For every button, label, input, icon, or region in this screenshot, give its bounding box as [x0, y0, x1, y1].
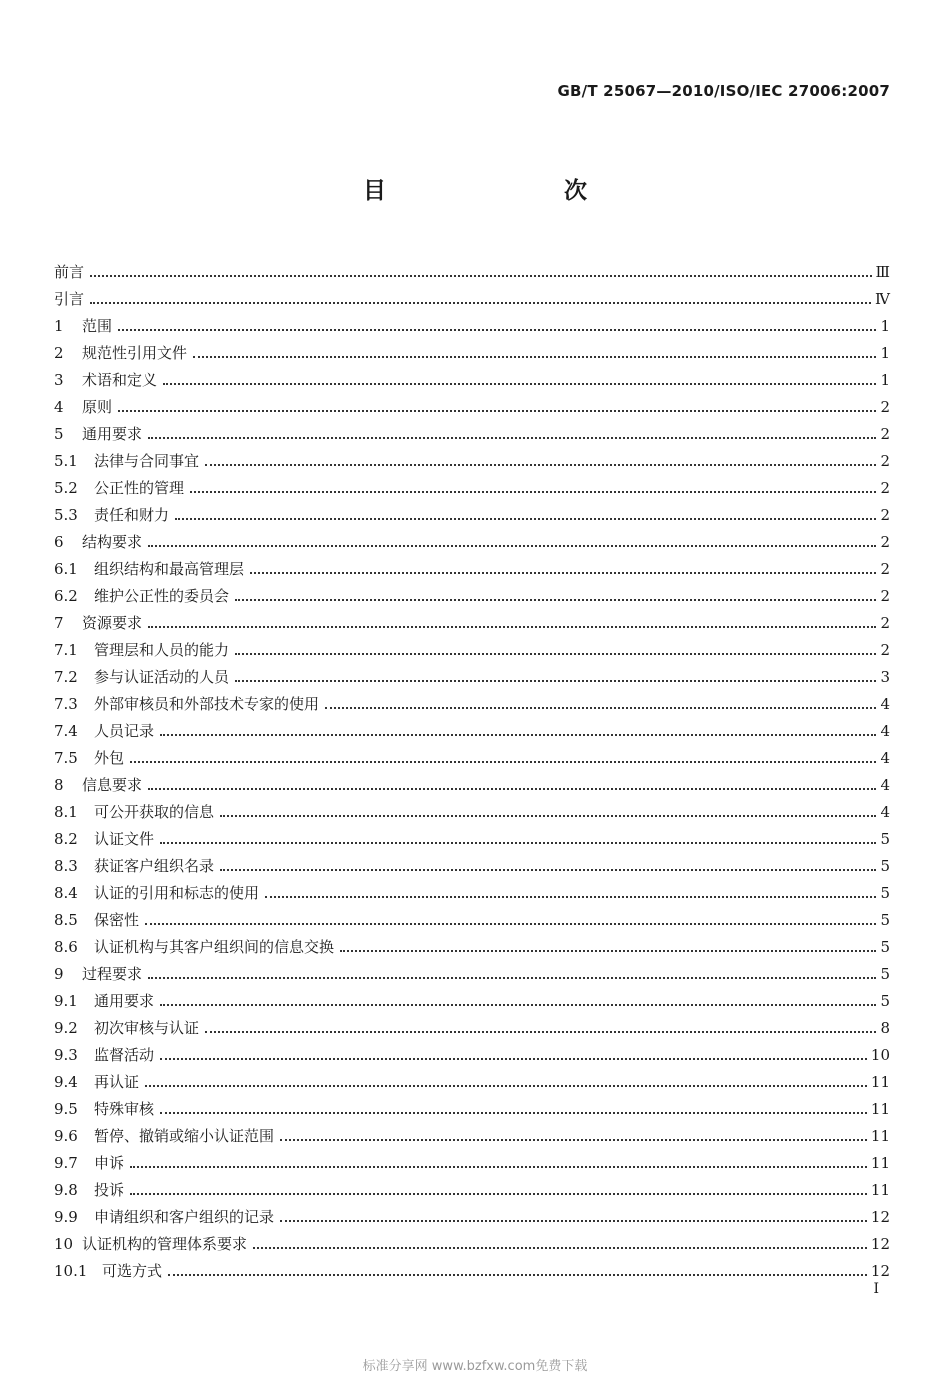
toc-leader-dots: [280, 1219, 867, 1222]
toc-entry-number: 9.4: [54, 1073, 78, 1091]
toc-entry-page: 3: [880, 668, 890, 686]
toc-entry: [54, 1012, 890, 1039]
toc-entry-label: 认证机构的管理体系要求: [82, 1235, 248, 1253]
toc-leader-dots: [90, 301, 871, 304]
toc-leader-dots: [205, 463, 876, 466]
toc-entry-page: 4: [880, 776, 890, 794]
toc-entry-number: 9.3: [54, 1046, 78, 1064]
toc-entry: [54, 256, 890, 283]
toc-leader-dots: [90, 274, 872, 277]
toc-entry: [54, 1147, 890, 1174]
toc-entry: [54, 661, 890, 688]
toc-entry-page: 2: [880, 479, 890, 497]
toc-entry: [54, 715, 890, 742]
toc-entry: [54, 1201, 890, 1228]
toc-entry: [54, 472, 890, 499]
toc-entry-page: Ⅳ: [875, 290, 890, 308]
toc-entry-page: 1: [880, 371, 890, 389]
toc-entry: [54, 904, 890, 931]
toc-entry-label: 投诉: [94, 1181, 125, 1199]
toc-leader-dots: [250, 571, 876, 574]
toc-entry: [54, 310, 890, 337]
toc-leader-dots: [163, 382, 876, 385]
toc-entry-number: 9.1: [54, 992, 78, 1010]
watermark: 标准分享网 www.bzfxw.com免费下载: [362, 1359, 588, 1374]
toc-entry-page: 5: [880, 965, 890, 983]
toc-entry-page: 12: [870, 1208, 890, 1226]
toc-entry: [54, 1120, 890, 1147]
toc-leader-dots: [148, 787, 876, 790]
toc-leader-dots: [130, 760, 876, 763]
toc-entry-label: 管理层和人员的能力: [94, 641, 230, 659]
toc-entry-label: 信息要求: [82, 776, 143, 794]
toc-entry-label: 可公开获取的信息: [94, 803, 215, 821]
page-number: I: [873, 1281, 879, 1297]
toc-entry: [54, 418, 890, 445]
toc-entry-page: 5: [880, 911, 890, 929]
toc-entry: [54, 553, 890, 580]
toc-entry-label: 公正性的管理: [94, 479, 185, 497]
toc-leader-dots: [175, 517, 876, 520]
toc-entry-label: 获证客户组织名录: [94, 857, 215, 875]
toc-leader-dots: [118, 328, 876, 331]
toc-entry-label: 通用要求: [94, 992, 155, 1010]
toc-entry-number: 3: [54, 371, 64, 389]
toc-entry-page: 5: [880, 884, 890, 902]
toc-leader-dots: [235, 679, 876, 682]
toc-entry-number: 7.2: [54, 668, 78, 686]
toc-leader-dots: [235, 652, 876, 655]
toc-entry-page: 2: [880, 452, 890, 470]
toc-leader-dots: [220, 814, 876, 817]
toc-entry: [54, 769, 890, 796]
toc-entry-label: 责任和财力: [94, 506, 170, 524]
toc-entry-label: 认证文件: [94, 830, 155, 848]
toc-entry: [54, 607, 890, 634]
toc-entry-page: 2: [880, 398, 890, 416]
toc-leader-dots: [145, 1084, 867, 1087]
toc-leader-dots: [130, 1165, 867, 1168]
standard-code: GB/T 25067—2010/ISO/IEC 27006:2007: [557, 82, 890, 100]
toc-leader-dots: [160, 841, 876, 844]
toc-leader-dots: [340, 949, 876, 952]
toc-entry: [54, 985, 890, 1012]
toc-entry-number: 5.3: [54, 506, 78, 524]
toc-entry-label: 申诉: [94, 1154, 125, 1172]
toc-entry: [54, 364, 890, 391]
toc-entry-number: 7.4: [54, 722, 78, 740]
toc-entry-label: 资源要求: [82, 614, 143, 632]
toc-entry-label: 通用要求: [82, 425, 143, 443]
toc-entry-label: 原则: [82, 398, 113, 416]
toc-entry-label: 初次审核与认证: [94, 1019, 200, 1037]
toc-entry-label: 外包: [94, 749, 125, 767]
table-of-contents: [54, 256, 890, 1282]
toc-entry-label: 参与认证活动的人员: [94, 668, 230, 686]
toc-entry-page: 2: [880, 560, 890, 578]
toc-entry-label: 监督活动: [94, 1046, 155, 1064]
toc-entry-number: 8.1: [54, 803, 78, 821]
toc-entry: [54, 580, 890, 607]
toc-entry-number: 6.1: [54, 560, 78, 578]
toc-entry-label: 引言: [54, 290, 85, 308]
toc-entry-page: 2: [880, 533, 890, 551]
toc-entry-page: 5: [880, 938, 890, 956]
toc-entry-number: 10.1: [54, 1262, 88, 1280]
toc-leader-dots: [168, 1273, 867, 1276]
toc-entry: [54, 1255, 890, 1282]
toc-entry-label: 外部审核员和外部技术专家的使用: [94, 695, 320, 713]
toc-leader-dots: [145, 922, 876, 925]
toc-entry-number: 9.5: [54, 1100, 78, 1118]
toc-entry: [54, 742, 890, 769]
toc-entry: [54, 1039, 890, 1066]
toc-entry-page: 12: [870, 1235, 890, 1253]
toc-leader-dots: [148, 436, 876, 439]
toc-entry-page: 4: [880, 803, 890, 821]
toc-entry: [54, 1228, 890, 1255]
toc-entry-page: 2: [880, 506, 890, 524]
page-title: 目 次: [363, 178, 631, 204]
toc-entry-label: 认证机构与其客户组织间的信息交换: [94, 938, 335, 956]
toc-leader-dots: [220, 868, 876, 871]
toc-entry-page: 5: [880, 830, 890, 848]
toc-entry-label: 法律与合同事宜: [94, 452, 200, 470]
toc-leader-dots: [205, 1030, 876, 1033]
toc-entry: [54, 958, 890, 985]
toc-leader-dots: [160, 1003, 876, 1006]
toc-entry-number: 1: [54, 317, 64, 335]
toc-entry-label: 维护公正性的委员会: [94, 587, 230, 605]
toc-entry-page: 2: [880, 587, 890, 605]
toc-leader-dots: [253, 1246, 867, 1249]
toc-entry: [54, 877, 890, 904]
toc-entry-page: 11: [870, 1073, 890, 1091]
toc-entry: [54, 634, 890, 661]
toc-entry-page: 11: [870, 1181, 890, 1199]
toc-entry-number: 7.1: [54, 641, 78, 659]
toc-entry-page: 11: [870, 1127, 890, 1145]
toc-entry: [54, 1093, 890, 1120]
toc-entry: [54, 850, 890, 877]
toc-entry-page: 2: [880, 425, 890, 443]
toc-leader-dots: [118, 409, 876, 412]
toc-entry: [54, 445, 890, 472]
toc-entry-number: 8.3: [54, 857, 78, 875]
toc-entry: [54, 391, 890, 418]
toc-entry-page: 4: [880, 695, 890, 713]
toc-leader-dots: [193, 355, 876, 358]
toc-entry-number: 8.2: [54, 830, 78, 848]
toc-entry-label: 术语和定义: [82, 371, 158, 389]
toc-leader-dots: [280, 1138, 867, 1141]
toc-entry-number: 9.2: [54, 1019, 78, 1037]
toc-entry: [54, 337, 890, 364]
toc-entry-number: 7: [54, 614, 64, 632]
toc-entry-number: 9.7: [54, 1154, 78, 1172]
toc-entry-label: 结构要求: [82, 533, 143, 551]
toc-entry-number: 4: [54, 398, 64, 416]
toc-entry-page: 2: [880, 641, 890, 659]
toc-entry-page: 5: [880, 992, 890, 1010]
toc-entry-number: 9: [54, 965, 64, 983]
toc-leader-dots: [235, 598, 876, 601]
toc-entry-number: 7.5: [54, 749, 78, 767]
toc-entry: [54, 283, 890, 310]
toc-entry-number: 2: [54, 344, 64, 362]
toc-entry-number: 9.9: [54, 1208, 78, 1226]
toc-entry-page: 1: [880, 317, 890, 335]
toc-entry-number: 5: [54, 425, 64, 443]
toc-leader-dots: [130, 1192, 867, 1195]
toc-leader-dots: [325, 706, 876, 709]
toc-entry-number: 5.2: [54, 479, 78, 497]
toc-entry-label: 人员记录: [94, 722, 155, 740]
toc-entry-page: 8: [880, 1019, 890, 1037]
toc-entry-page: 11: [870, 1154, 890, 1172]
toc-entry: [54, 526, 890, 553]
toc-entry-label: 可选方式: [102, 1262, 163, 1280]
toc-entry-number: 8.6: [54, 938, 78, 956]
toc-leader-dots: [148, 976, 876, 979]
toc-entry: [54, 1066, 890, 1093]
toc-entry-page: 2: [880, 614, 890, 632]
toc-leader-dots: [160, 1111, 867, 1114]
toc-entry-page: 4: [880, 749, 890, 767]
toc-entry: [54, 1174, 890, 1201]
toc-entry-label: 再认证: [94, 1073, 140, 1091]
toc-entry-label: 过程要求: [82, 965, 143, 983]
toc-entry: [54, 499, 890, 526]
toc-entry-number: 9.6: [54, 1127, 78, 1145]
toc-leader-dots: [265, 895, 876, 898]
toc-entry-label: 规范性引用文件: [82, 344, 188, 362]
toc-entry: [54, 823, 890, 850]
toc-entry-label: 申请组织和客户组织的记录: [94, 1208, 275, 1226]
toc-leader-dots: [148, 544, 876, 547]
toc-entry: [54, 931, 890, 958]
toc-entry-number: 9.8: [54, 1181, 78, 1199]
toc-entry-label: 组织结构和最高管理层: [94, 560, 245, 578]
toc-entry-number: 8.4: [54, 884, 78, 902]
toc-entry-label: 认证的引用和标志的使用: [94, 884, 260, 902]
toc-entry-number: 6: [54, 533, 64, 551]
toc-leader-dots: [190, 490, 876, 493]
toc-entry-page: 1: [880, 344, 890, 362]
toc-entry-page: Ⅲ: [875, 263, 890, 281]
toc-leader-dots: [160, 733, 876, 736]
toc-entry-number: 6.2: [54, 587, 78, 605]
toc-entry-page: 5: [880, 857, 890, 875]
toc-entry-page: 11: [870, 1100, 890, 1118]
toc-entry-page: 4: [880, 722, 890, 740]
toc-entry-page: 10: [870, 1046, 890, 1064]
toc-entry-number: 5.1: [54, 452, 78, 470]
toc-entry-label: 范围: [82, 317, 113, 335]
toc-entry: [54, 688, 890, 715]
toc-entry-number: 7.3: [54, 695, 78, 713]
toc-leader-dots: [148, 625, 876, 628]
toc-entry-number: 8.5: [54, 911, 78, 929]
toc-entry-label: 保密性: [94, 911, 140, 929]
toc-entry-label: 前言: [54, 263, 85, 281]
toc-entry-label: 特殊审核: [94, 1100, 155, 1118]
toc-entry-page: 12: [870, 1262, 890, 1280]
toc-entry-number: 10: [54, 1235, 74, 1253]
toc-leader-dots: [160, 1057, 867, 1060]
toc-entry: [54, 796, 890, 823]
toc-entry-number: 8: [54, 776, 64, 794]
toc-entry-label: 暂停、撤销或缩小认证范围: [94, 1127, 275, 1145]
